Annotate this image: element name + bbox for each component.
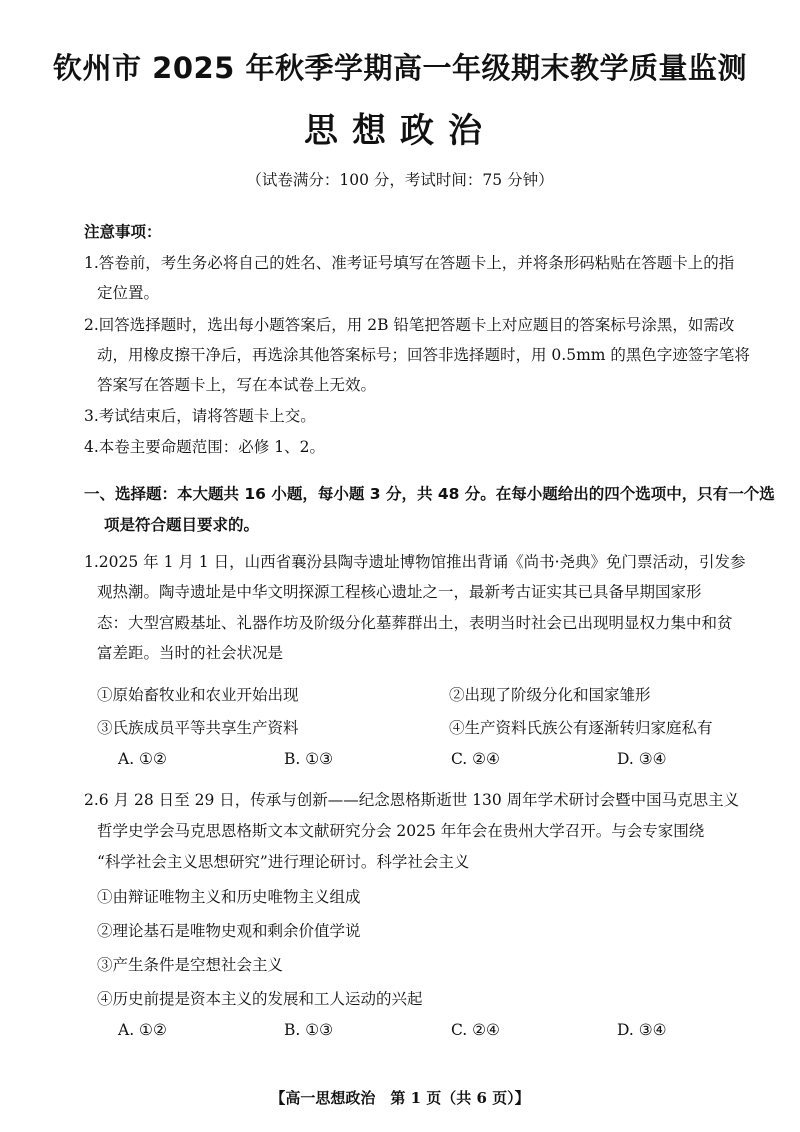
q1-item: ②出现了阶级分化和国家雏形 (449, 686, 651, 704)
q1-option-a: A. ①② (118, 750, 167, 768)
q2-option-b: B. ①③ (284, 1021, 334, 1039)
question-1-text: 1.2025 年 1 月 1 日，山西省襄汾县陶寺遗址博物馆推出背诵《尚书·尧典》免门票活动，引发参 (84, 553, 746, 571)
q2-item: ②理论基石是唯物史观和剩余价值学说 (97, 922, 361, 940)
notes-line: 动，用橡皮擦干净后，再选涂其他答案标号；回答非选择题时，用 0.5mm 的黑色字迹签字笔将 (97, 346, 750, 364)
q2-item: ③产生条件是空想社会主义 (97, 956, 284, 974)
notes-line: 答案写在答题卡上，写在本试卷上无效。 (97, 376, 377, 394)
q2-option-c: C. ②④ (451, 1021, 500, 1039)
q2-option-d: D. ③④ (617, 1021, 667, 1039)
section-heading: 一、选择题：本大题共 16 小题，每小题 3 分，共 48 分。在每小题给出的四个选项中，只有一个选 (84, 485, 775, 503)
q1-item: ④生产资料氏族公有逐渐转归家庭私有 (449, 719, 713, 737)
page-footer: 【高一思想政治 第 1 页（共 6 页）】 (270, 1089, 530, 1107)
notes-line: 2.回答选择题时，选出每小题答案后，用 2B 铅笔把答题卡上对应题目的答案标号涂黑，如需改 (84, 316, 735, 334)
notes-line: 1.答卷前，考生务必将自己的姓名、准考证号填写在答题卡上，并将条形码粘贴在答题卡上的指 (84, 254, 735, 272)
notes-line: 3.考试结束后，请将答题卡上交。 (84, 407, 316, 425)
q2-item: ④历史前提是资本主义的发展和工人运动的兴起 (97, 990, 423, 1008)
question-1-text: 富差距。当时的社会状况是 (97, 644, 284, 662)
q1-option-d: D. ③④ (617, 750, 667, 768)
notes-line: 4.本卷主要命题范围：必修 1、2。 (84, 438, 325, 456)
section-heading-cont: 项是符合题目要求的。 (104, 516, 260, 534)
question-1-text: 观热潮。陶寺遗址是中华文明探源工程核心遗址之一，最新考古证实其已具备早期国家形 (97, 583, 702, 601)
q1-item: ③氏族成员平等共享生产资料 (97, 719, 299, 737)
exam-meta: （试卷满分：100 分，考试时间：75 分钟） (246, 171, 554, 189)
exam-title: 钦州市 2025 年秋季学期高一年级期末教学质量监测 (53, 51, 747, 85)
question-2-text: 2.6 月 28 日至 29 日，传承与创新——纪念恩格斯逝世 130 周年学术研讨会暨中国马克思主义 (84, 791, 740, 809)
q1-option-c: C. ②④ (451, 750, 500, 768)
question-2-text: 哲学史学会马克思恩格斯文本文献研究分会 2025 年年会在贵州大学召开。与会专家围绕 (97, 822, 705, 840)
question-1-text: 态：大型宫殿基址、礼器作坊及阶级分化墓葬群出土，表明当时社会已出现明显权力集中和贫 (97, 614, 733, 632)
q1-option-b: B. ①③ (284, 750, 334, 768)
q2-item: ①由辩证唯物主义和历史唯物主义组成 (97, 888, 361, 906)
q2-option-a: A. ①② (118, 1021, 167, 1039)
notes-line: 定位置。 (97, 284, 160, 302)
subject-title: 思想政治 (304, 111, 496, 151)
question-2-text: “科学社会主义思想研究”进行理论研讨。科学社会主义 (97, 853, 470, 871)
q1-item: ①原始畜牧业和农业开始出现 (97, 686, 299, 704)
notes-heading: 注意事项： (84, 223, 162, 241)
